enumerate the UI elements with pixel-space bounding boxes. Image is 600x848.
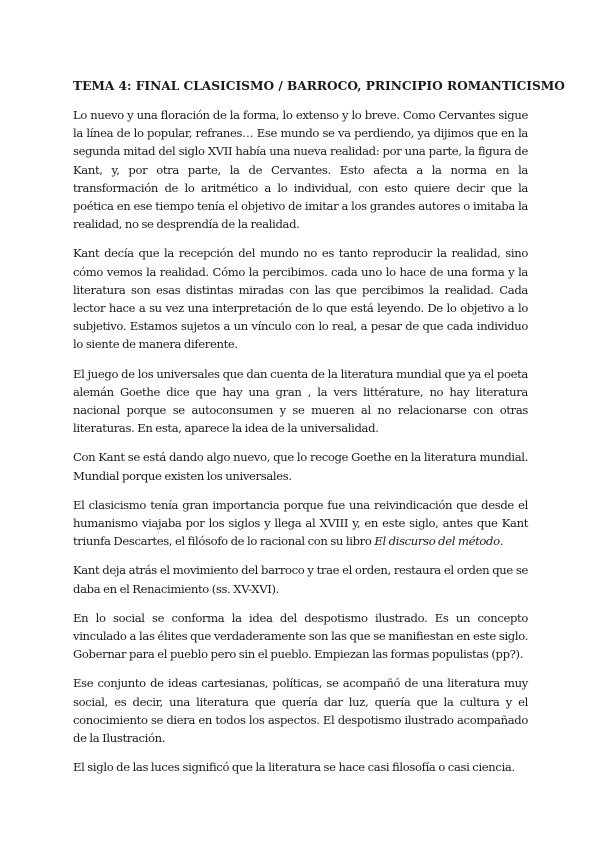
book-title: El discurso del método <box>374 534 500 549</box>
paragraph-siglo-luces: El siglo de las luces significó que la literatura se hace casi filosofía o casi ciencia. <box>73 760 515 775</box>
paragraph-forma: Lo nuevo y una floración de la forma, lo extenso y lo breve. Como Cervantes sigue la línea de lo popular, refranes… Ese mundo se va perdiendo, ya dijimos que en la segunda mitad del siglo XVII había una nueva realidad: por una parte, la figura de Kant, y, por otra parte, la de Cervantes. Esto afecta a la norma en la transformación de lo aritmético a lo individual, con esto quiere decir que la poética en ese tiempo tenía el objetivo de imitar a los grandes autores o imitaba la realidad, no se desprendía de la realidad. <box>73 108 528 232</box>
paragraph-kant-goethe: Con Kant se está dando algo nuevo, que lo recoge Goethe en la literatura mundial. Mundial porque existen los universales. <box>73 450 528 483</box>
paragraph-universales: El juego de los universales que dan cuenta de la literatura mundial que ya el poeta alemán Goethe dice que hay una gran , la vers littérature, no hay literatura nacional porque se autoconsumen y se mueren al no relacionarse con otras literaturas. En esta, aparece la idea de la universalidad. <box>73 366 528 436</box>
paragraph-despotismo: En lo social se conforma la idea del despotismo ilustrado. Es un concepto vinculado a las élites que verdaderamente son las que se manifiestan en este siglo. Gobernar para el pueblo pero sin el pueblo. Empiezan las formas populistas (pp?). <box>73 610 528 662</box>
paragraph-clasicismo-end: . <box>499 534 504 549</box>
paragraph-kant-recepcion: Kant decía que la recepción del mundo no es tanto reproducir la realidad, sino cómo vemos la realidad. Cómo la percibimos. cada uno lo hace de una forma y la literatura son esas distintas miradas con las que percibimos la realidad. Cada lector hace a su vez una interpretación de lo que está leyendo. De lo objetivo a lo subjetivo. Estamos sujetos a un vínculo con lo real, a pesar de que cada individuo lo siente de manera diferente. <box>73 246 528 352</box>
paragraph-barroco: Kant deja atrás el movimiento del barroco y trae el orden, restaura el orden que se daba en el Renacimiento (ss. XV-XVI). <box>73 563 528 596</box>
paragraph-clasicismo-text: El clasicismo tenía gran importancia porque fue una reivindicación que desde el humanismo viajaba por los siglos y llega al XVIII y, en este siglo, antes que Kant triunfa Descartes, el filósofo de lo racional con su libro <box>73 497 528 549</box>
paragraph-ideas-cartesianas: Ese conjunto de ideas cartesianas, políticas, se acompañó de una literatura muy social, es decir, una literatura que quería dar luz, quería que la cultura y el conocimiento se diera en todos los aspectos. El despotismo ilustrado acompañado de la Ilustración. <box>73 676 528 746</box>
document-title: TEMA 4: FINAL CLASICISMO / BARROCO, PRINCIPIO ROMANTICISMO <box>73 79 565 93</box>
paragraph-clasicismo <box>73 496 528 551</box>
